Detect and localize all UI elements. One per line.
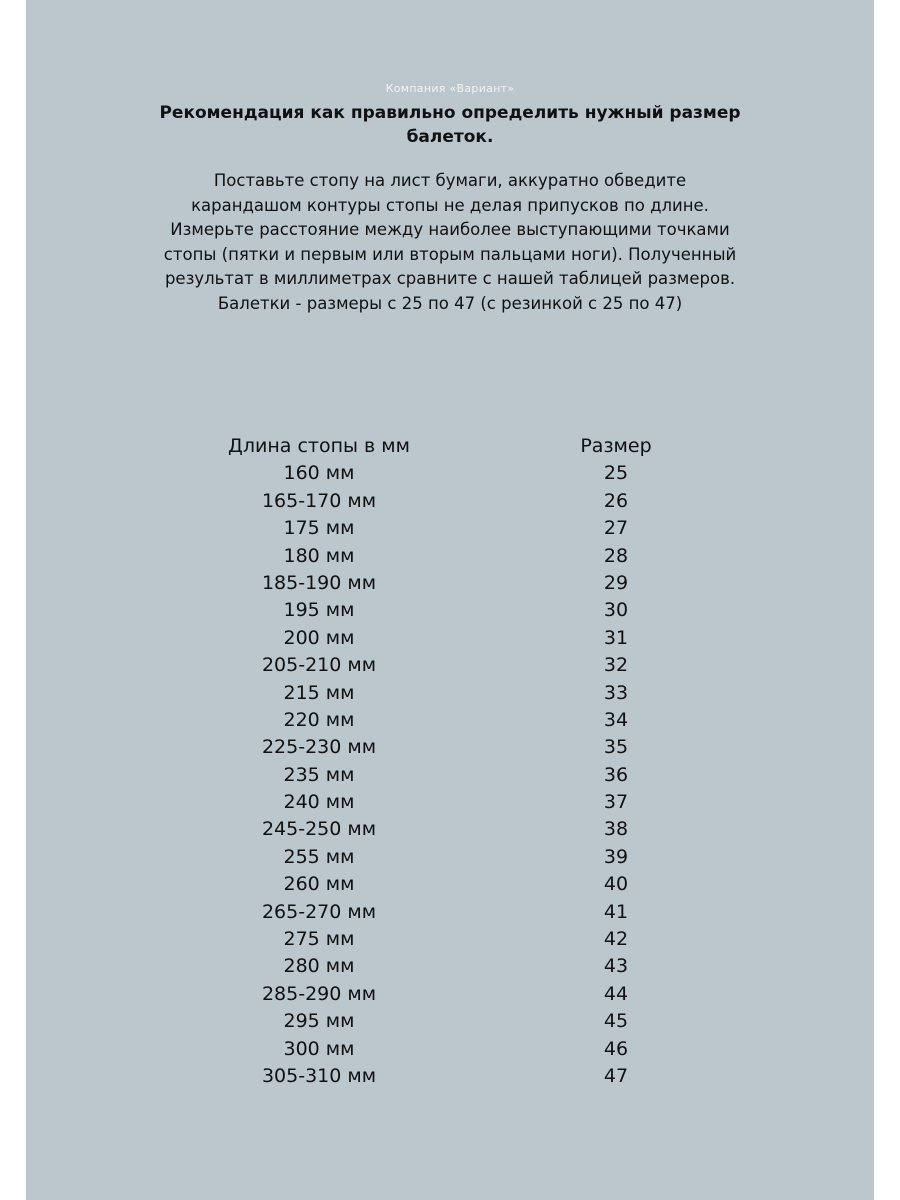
size-cell: 27: [603, 517, 629, 540]
foot-length-cell: 195 мм: [283, 599, 355, 622]
table-row: [26, 762, 874, 789]
foot-length-cell: 285-290 мм: [261, 982, 377, 1005]
foot-length-cell: 295 мм: [283, 1010, 355, 1033]
foot-length-cell: 225-230 мм: [261, 736, 377, 759]
size-cell: 38: [603, 818, 629, 841]
foot-length-cell: 205-210 мм: [261, 654, 377, 677]
table-row: [26, 816, 874, 843]
size-cell: 34: [603, 708, 629, 731]
foot-length-cell: 305-310 мм: [261, 1064, 377, 1087]
size-cell: 39: [603, 845, 629, 868]
column-header-foot-length: Длина стопы в мм: [228, 435, 410, 457]
size-cell: 26: [603, 489, 629, 512]
size-cell: 41: [603, 900, 629, 923]
title-line: Рекомендация как правильно определить нужный размер: [159, 103, 741, 123]
table-row: [26, 734, 874, 761]
size-guide-page: [26, 0, 874, 1200]
table-row: [26, 844, 874, 871]
foot-length-cell: 200 мм: [283, 626, 355, 649]
foot-length-cell: 180 мм: [283, 544, 355, 567]
size-cell: 42: [603, 928, 629, 951]
table-row: [26, 515, 874, 542]
size-table: [26, 433, 874, 1090]
foot-length-cell: 220 мм: [283, 708, 355, 731]
company-name: Компания «Вариант»: [385, 82, 515, 95]
size-cell: 44: [603, 982, 629, 1005]
table-row: [26, 871, 874, 898]
foot-length-cell: 160 мм: [283, 462, 355, 485]
table-header-row: [26, 433, 874, 460]
table-row: [26, 543, 874, 570]
size-cell: 40: [603, 873, 629, 896]
measurement-instructions: [26, 169, 874, 316]
foot-length-cell: 235 мм: [283, 763, 355, 786]
instruction-line: Измерьте расстояние между наиболее выступающими точками: [170, 220, 730, 239]
table-row: [26, 488, 874, 515]
instruction-line: результат в миллиметрах сравните с нашей таблицей размеров.: [164, 269, 736, 288]
table-row: [26, 926, 874, 953]
foot-length-cell: 165-170 мм: [261, 489, 377, 512]
foot-length-cell: 185-190 мм: [261, 571, 377, 594]
table-row: [26, 899, 874, 926]
size-cell: 30: [603, 599, 629, 622]
instruction-line: карандашом контуры стопы не делая припусков по длине.: [191, 195, 709, 215]
foot-length-cell: 215 мм: [283, 681, 355, 704]
table-row: [26, 625, 874, 652]
size-cell: 32: [603, 654, 629, 677]
page-title: [26, 101, 874, 149]
foot-length-cell: 175 мм: [283, 517, 355, 540]
size-cell: 29: [603, 571, 629, 594]
instruction-line: Балетки - размеры с 25 по 47 (с резинкой с 25 по 47): [217, 293, 683, 313]
table-row: [26, 680, 874, 707]
foot-length-cell: 240 мм: [283, 791, 355, 814]
size-cell: 25: [603, 462, 629, 485]
foot-length-cell: 280 мм: [283, 955, 355, 978]
table-row: [26, 652, 874, 679]
instruction-line: стопы (пятки и первым или вторым пальцами ноги). Полученный: [163, 244, 737, 264]
table-row: [26, 460, 874, 487]
size-cell: 35: [603, 736, 629, 759]
size-cell: 33: [603, 681, 629, 704]
foot-length-cell: 245-250 мм: [261, 818, 377, 841]
foot-length-cell: 275 мм: [283, 928, 355, 951]
size-cell: 31: [603, 626, 629, 649]
size-cell: 37: [603, 791, 629, 814]
table-row: [26, 981, 874, 1008]
size-cell: 45: [603, 1010, 629, 1033]
table-row: [26, 1063, 874, 1090]
instruction-line: Поставьте стопу на лист бумаги, аккуратно обведите: [213, 171, 687, 190]
size-cell: 47: [603, 1064, 629, 1087]
foot-length-cell: 300 мм: [283, 1037, 355, 1060]
foot-length-cell: 265-270 мм: [261, 900, 377, 923]
size-cell: 43: [603, 955, 629, 978]
table-row: [26, 570, 874, 597]
foot-length-cell: 260 мм: [283, 873, 355, 896]
table-row: [26, 789, 874, 816]
title-line: балеток.: [406, 127, 494, 147]
column-header-size: Размер: [580, 435, 652, 457]
table-row: [26, 1008, 874, 1035]
foot-length-cell: 255 мм: [283, 845, 355, 868]
table-row: [26, 707, 874, 734]
table-row: [26, 597, 874, 624]
table-row: [26, 1036, 874, 1063]
table-row: [26, 953, 874, 980]
size-cell: 28: [603, 544, 629, 567]
size-cell: 46: [603, 1037, 629, 1060]
size-cell: 36: [603, 763, 629, 786]
